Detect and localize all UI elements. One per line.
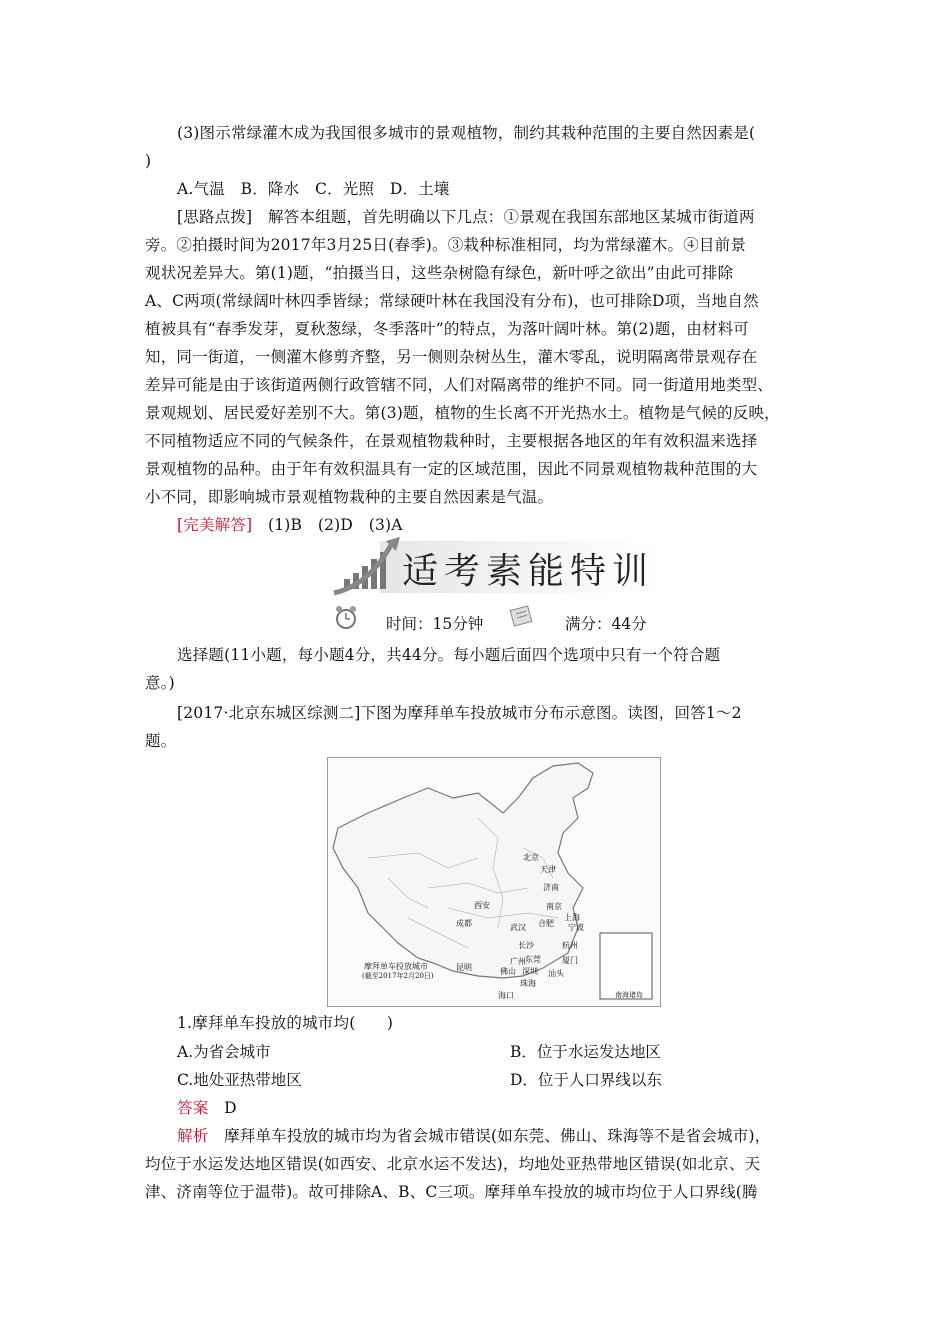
explain1-text: 摩拜单车投放的城市均为省会城市错误(如东莞、佛山、珠海等不是省会城市)， bbox=[208, 1127, 771, 1145]
map-city-label: 济南 bbox=[543, 883, 559, 892]
explain1-line bbox=[177, 1125, 770, 1147]
map-city-label: 合肥 bbox=[538, 919, 554, 928]
explain1-label: 解析 bbox=[177, 1127, 209, 1145]
map-city-label: 北京 bbox=[523, 853, 539, 862]
question1-option-b: B．位于水运发达地区 bbox=[510, 1043, 661, 1061]
question3-stem-end: ) bbox=[145, 152, 152, 170]
analysis-line: 景观规划、居民爱好差别不大。第(3)题，植物的生长离不开光热水土。植物是气候的反映， bbox=[145, 404, 780, 422]
question3-stem: (3)图示常绿灌木成为我国很多城市的景观植物，制约其栽种范围的主要自然因素是( bbox=[177, 124, 756, 142]
growth-chart-icon bbox=[344, 552, 386, 589]
analysis-label: [思路点拨] bbox=[177, 208, 253, 226]
answer-block-label: [完美解答] bbox=[177, 516, 253, 534]
map-city-label: 西安 bbox=[474, 901, 490, 910]
question-context-end: 题。 bbox=[145, 732, 177, 750]
map-legend: 摩拜单车投放城市 bbox=[364, 962, 428, 971]
map-city-label: 东莞 bbox=[525, 955, 541, 964]
time-limit: 时间：15分钟 bbox=[386, 615, 484, 633]
explain1-line: 均位于水运发达地区错误(如西安、北京水运不发达)，均地处亚热带地区错误(如北京、天 bbox=[145, 1155, 761, 1173]
analysis-text: 解答本组题，首先明确以下几点：①景观在我国东部地区某城市街道两 bbox=[252, 208, 755, 226]
question3-options: A.气温 B．降水 C．光照 D．土壤 bbox=[177, 180, 450, 198]
question1-option-d: D．位于人口界线以东 bbox=[510, 1071, 662, 1089]
section-instructions-end: 意。) bbox=[145, 674, 175, 692]
analysis-line-0 bbox=[177, 206, 755, 228]
alarm-clock-icon bbox=[334, 604, 358, 630]
map-city-label: 杭州 bbox=[562, 941, 578, 950]
analysis-line: 差异可能是由于该街道两侧行政管辖不同，人们对隔离带的维护不同。同一街道用地类型、 bbox=[145, 376, 774, 394]
map-city-label: 上海 bbox=[564, 913, 580, 922]
question-context: [2017·北京东城区综测二]下图为摩拜单车投放城市分布示意图。读图，回答1～2 bbox=[177, 704, 742, 722]
map-city-label: 南京 bbox=[546, 902, 562, 911]
question1-stem: 1.摩拜单车投放的城市均( ) bbox=[177, 1014, 394, 1032]
map-city-label: 海口 bbox=[498, 991, 514, 1000]
question1-option-a: A.为省会城市 bbox=[177, 1043, 271, 1061]
section-instructions: 选择题(11小题，每小题4分，共44分。每小题后面四个选项中只有一个符合题 bbox=[177, 646, 721, 664]
analysis-line: 景观植物的品种。由于年有效积温具有一定的区域范围，因此不同景观植物栽种范围的大 bbox=[145, 460, 758, 478]
answer1-value: D bbox=[208, 1099, 237, 1117]
china-map-figure bbox=[327, 757, 661, 1007]
analysis-line: A、C两项(常绿阔叶林四季皆绿；常绿硬叶林在我国没有分布)，也可排除D项，当地自然 bbox=[145, 292, 759, 310]
question1-option-c: C.地处亚热带地区 bbox=[177, 1071, 302, 1089]
score-sheet-icon bbox=[509, 604, 535, 628]
analysis-line: 旁。②拍摄时间为2017年3月25日(春季)。③栽种标准相同，均为常绿灌木。④目前景 bbox=[145, 236, 747, 254]
map-city-label: 佛山 bbox=[500, 967, 516, 976]
map-city-label: 广州 bbox=[510, 957, 526, 966]
map-city-label: 深圳 bbox=[522, 967, 538, 976]
answer1-label: 答案 bbox=[177, 1099, 209, 1117]
map-legend-date: (截至2017年2月20日) bbox=[362, 972, 434, 980]
map-city-label: 天津 bbox=[540, 865, 556, 874]
map-city-label: 汕头 bbox=[548, 969, 564, 978]
map-inset-label: 南海诸岛 bbox=[615, 991, 643, 999]
answer-block-text: (1)B (2)D (3)A bbox=[252, 516, 403, 534]
map-city-label: 长沙 bbox=[518, 941, 534, 950]
map-city-label: 昆明 bbox=[456, 963, 472, 972]
analysis-line: 知，同一街道，一侧灌木修剪齐整，另一侧则杂树丛生，灌木零乱，说明隔离带景观存在 bbox=[145, 348, 758, 366]
map-city-label: 珠海 bbox=[520, 979, 536, 988]
map-city-label: 武汉 bbox=[510, 923, 526, 932]
answer1 bbox=[177, 1097, 237, 1119]
full-score: 满分：44分 bbox=[565, 615, 647, 633]
answer-block bbox=[177, 514, 403, 536]
map-city-label: 厦门 bbox=[562, 956, 578, 965]
explain1-line: 津、济南等位于温带)。故可排除A、B、C三项。摩拜单车投放的城市均位于人口界线(腾 bbox=[145, 1183, 758, 1201]
analysis-line: 观状况差异大。第(1)题，“拍摄当日，这些杂树隐有绿色，新叶呼之欲出”由此可排除 bbox=[145, 264, 734, 282]
map-city-label: 成都 bbox=[456, 919, 472, 928]
map-city-label: 宁波 bbox=[568, 923, 584, 932]
analysis-line: 不同植物适应不同的气候条件，在景观植物栽种时，主要根据各地区的年有效积温来选择 bbox=[145, 432, 758, 450]
analysis-line: 植被具有“春季发芽，夏秋葱绿，冬季落叶”的特点，为落叶阔叶林。第(2)题，由材料可 bbox=[145, 320, 750, 338]
banner-title: 适考素能特训 bbox=[402, 551, 655, 592]
analysis-line: 小不同，即影响城市景观植物栽种的主要自然因素是气温。 bbox=[145, 488, 554, 506]
